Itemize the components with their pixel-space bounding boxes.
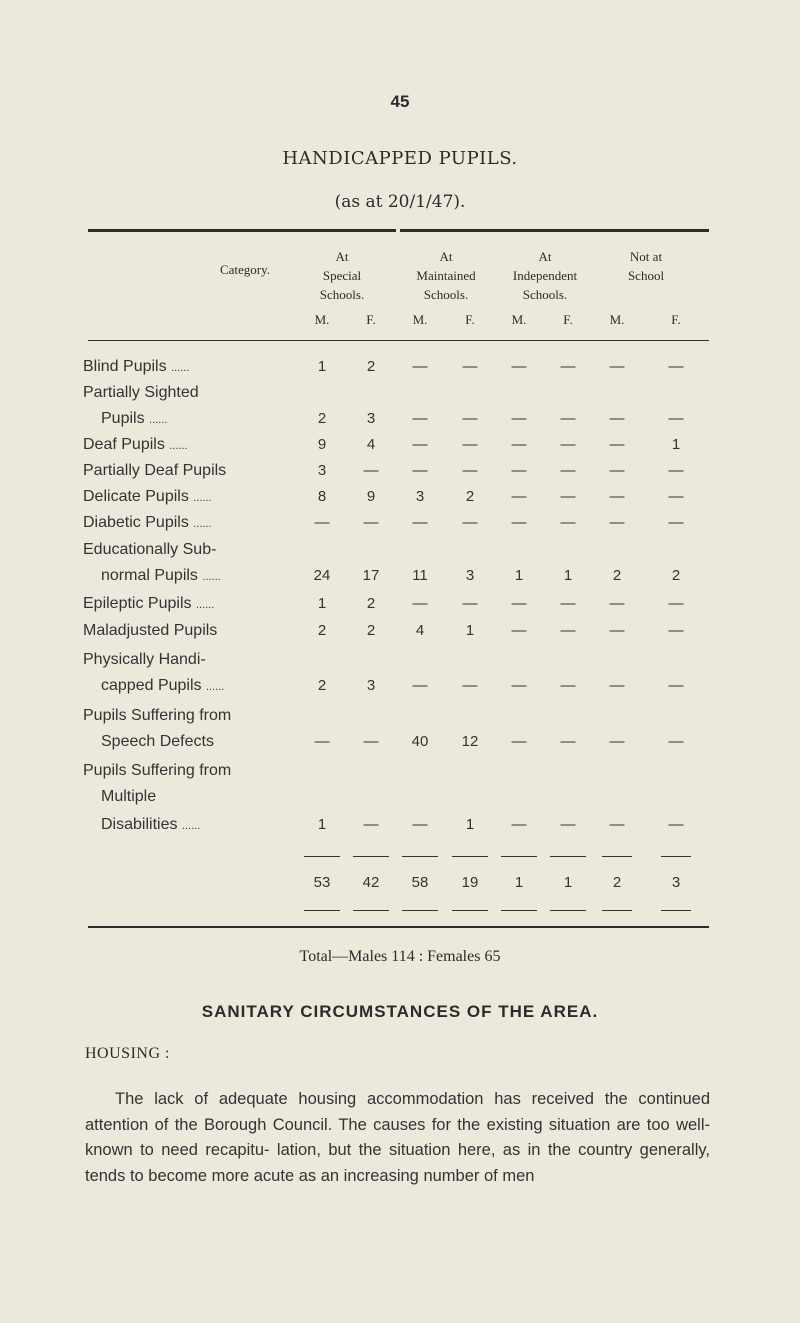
table-cell: —	[412, 436, 428, 453]
total-cell: 3	[671, 874, 681, 891]
table-cell: —	[668, 462, 684, 479]
total-rule-below	[661, 910, 691, 911]
table-cell: 2	[465, 488, 475, 505]
page-number: 45	[390, 92, 410, 111]
row-label-text: Multiple	[101, 788, 157, 805]
group-header	[490, 247, 600, 304]
table-cell: —	[609, 436, 625, 453]
total-rule-above	[602, 856, 632, 857]
row-label-text: Speech Defects	[101, 733, 214, 750]
table-cell: —	[462, 436, 478, 453]
sub-header: M.	[412, 312, 428, 327]
row-label-line	[83, 622, 217, 640]
table-cell: —	[560, 677, 576, 694]
table-cell: —	[668, 488, 684, 505]
table-cell: 40	[411, 733, 429, 750]
table-cell: 2	[671, 567, 681, 584]
bottom-rule	[88, 926, 709, 928]
row-leader-dots: ......	[202, 571, 221, 583]
group-header-line: At	[335, 249, 349, 264]
group-header-line: Independent	[512, 268, 578, 283]
table-cell: —	[511, 410, 527, 427]
table-cell: —	[412, 514, 428, 531]
table-cell: —	[511, 816, 527, 833]
row-label-line	[83, 384, 199, 402]
total-rule-above	[402, 856, 438, 857]
group-header	[287, 247, 397, 304]
table-cell: —	[609, 514, 625, 531]
row-leader-dots: ......	[193, 492, 212, 504]
total-rule-above	[304, 856, 340, 857]
table-cell: —	[560, 622, 576, 639]
table-cell: —	[314, 514, 330, 531]
table-cell: 2	[366, 358, 376, 375]
total-rule-below	[602, 910, 632, 911]
row-label-line	[83, 358, 189, 376]
sub-header: F.	[671, 312, 681, 327]
table-cell: —	[412, 595, 428, 612]
row-label-text: Diabetic Pupils	[83, 514, 189, 531]
total-rule-above	[501, 856, 537, 857]
table-cell: 1	[317, 358, 327, 375]
table-cell: —	[363, 816, 379, 833]
row-label-line	[83, 762, 231, 780]
table-subtitle: (as at 20/1/47).	[334, 192, 466, 212]
table-cell: 2	[366, 595, 376, 612]
table-cell: —	[412, 816, 428, 833]
table-cell: 17	[362, 567, 380, 584]
table-cell: 1	[465, 622, 475, 639]
total-cell: 53	[313, 874, 331, 891]
table-cell: —	[668, 595, 684, 612]
table-cell: —	[560, 595, 576, 612]
table-cell: 3	[317, 462, 327, 479]
table-cell: —	[511, 677, 527, 694]
table-cell: —	[412, 358, 428, 375]
table-cell: —	[363, 514, 379, 531]
row-label-text: Pupils Suffering from	[83, 762, 232, 779]
table-cell: 8	[317, 488, 327, 505]
table-cell: —	[609, 410, 625, 427]
sub-header: M.	[314, 312, 330, 327]
table-cell: —	[560, 733, 576, 750]
total-cell: 42	[362, 874, 380, 891]
sub-header: F.	[366, 312, 376, 327]
top-rule-right	[400, 229, 709, 232]
table-cell: —	[511, 436, 527, 453]
table-cell: —	[668, 514, 684, 531]
table-cell: —	[412, 462, 428, 479]
table-cell: —	[462, 410, 478, 427]
table-cell: 1	[317, 816, 327, 833]
table-cell: —	[511, 595, 527, 612]
group-header-line: At	[439, 249, 453, 264]
table-cell: —	[609, 816, 625, 833]
sub-header: F.	[563, 312, 573, 327]
table-cell: —	[609, 462, 625, 479]
row-leader-dots: ......	[193, 518, 212, 530]
row-label-line	[83, 595, 214, 613]
group-header-line: Special	[322, 268, 362, 283]
total-rule-above	[550, 856, 586, 857]
table-cell: 24	[313, 567, 331, 584]
row-leader-dots: ......	[205, 681, 225, 693]
section-title: SANITARY CIRCUMSTANCES OF THE AREA.	[201, 1002, 599, 1021]
table-cell: 2	[317, 410, 327, 427]
table-cell: —	[609, 622, 625, 639]
sub-header: M.	[511, 312, 527, 327]
row-label-line	[101, 816, 200, 834]
total-rule-below	[304, 910, 340, 911]
group-header	[591, 247, 701, 304]
row-label-text: Maladjusted Pupils	[83, 622, 218, 639]
table-cell: —	[511, 462, 527, 479]
total-cell: 1	[563, 874, 573, 891]
table-cell: —	[609, 677, 625, 694]
group-header-line: Schools.	[522, 287, 568, 302]
table-cell: —	[560, 816, 576, 833]
row-label-text: Pupils	[101, 410, 145, 427]
total-cell: 1	[514, 874, 524, 891]
table-cell: —	[609, 488, 625, 505]
table-cell: —	[560, 410, 576, 427]
row-leader-dots: ......	[149, 414, 168, 426]
table-cell: —	[511, 622, 527, 639]
row-label-text: Blind Pupils	[83, 358, 167, 375]
total-rule-above	[661, 856, 691, 857]
group-header-line: Maintained	[416, 268, 476, 283]
table-cell: 9	[317, 436, 327, 453]
row-label-text: Physically Handi-	[83, 651, 206, 668]
table-cell: —	[560, 358, 576, 375]
table-cell: 3	[366, 677, 376, 694]
table-cell: 12	[461, 733, 479, 750]
housing-paragraph: The lack of adequate housing accommodation has received the continued attention of the Borough Council. The causes for the existing situation are too well-known to need recapitu- lation, but the situation here, as in the country generally, tends to become more acute as an increasing number of men	[85, 1090, 710, 1185]
total-cell: 58	[411, 874, 429, 891]
row-label-line	[83, 462, 226, 480]
table-cell: —	[668, 816, 684, 833]
table-cell: —	[668, 733, 684, 750]
table-title: HANDICAPPED PUPILS.	[282, 148, 518, 169]
table-cell: —	[462, 514, 478, 531]
table-cell: 1	[671, 436, 681, 453]
table-cell: 2	[317, 677, 327, 694]
table-cell: —	[314, 733, 330, 750]
row-label-line	[83, 651, 206, 669]
table-cell: —	[560, 436, 576, 453]
table-cell: —	[511, 733, 527, 750]
row-leader-dots: ......	[169, 440, 188, 452]
row-label-line	[101, 677, 224, 695]
row-label-text: normal Pupils	[101, 567, 198, 584]
table-cell: 11	[412, 567, 428, 584]
table-cell: —	[560, 488, 576, 505]
row-label-text: Educationally Sub-	[83, 541, 217, 558]
row-label-line	[101, 733, 214, 751]
row-label-text: Disabilities	[101, 816, 178, 833]
row-label-line	[101, 410, 167, 428]
table-cell: —	[668, 410, 684, 427]
table-cell: —	[511, 488, 527, 505]
table-cell: —	[609, 358, 625, 375]
table-cell: 3	[366, 410, 376, 427]
row-leader-dots: ......	[171, 362, 190, 374]
table-cell: —	[462, 358, 478, 375]
table-cell: —	[511, 358, 527, 375]
table-cell: —	[363, 462, 379, 479]
row-label-line	[101, 788, 156, 806]
table-cell: 1	[563, 567, 573, 584]
row-label-text: Partially Deaf Pupils	[83, 462, 227, 479]
table-cell: 3	[415, 488, 425, 505]
table-cell: —	[462, 462, 478, 479]
table-cell: 4	[415, 622, 425, 639]
top-rule-left	[88, 229, 396, 232]
group-header-line: Not at	[629, 249, 663, 264]
row-label-line	[83, 436, 188, 454]
table-cell: 9	[366, 488, 376, 505]
table-cell: 1	[465, 816, 475, 833]
table-cell: 2	[317, 622, 327, 639]
sub-header: M.	[609, 312, 625, 327]
table-cell: —	[412, 410, 428, 427]
table-cell: 2	[612, 567, 622, 584]
total-rule-above	[353, 856, 389, 857]
row-leader-dots: ......	[181, 820, 201, 832]
row-label-text: Pupils Suffering from	[83, 707, 232, 724]
row-label-line	[83, 707, 231, 725]
category-header: Category.	[219, 262, 271, 277]
total-rule-below	[402, 910, 438, 911]
row-label-text: Partially Sighted	[83, 384, 199, 401]
row-label-text: Deaf Pupils	[83, 436, 165, 453]
table-cell: —	[412, 677, 428, 694]
total-cell: 19	[461, 874, 479, 891]
table-cell: —	[462, 677, 478, 694]
table-cell: 4	[366, 436, 376, 453]
total-rule-below	[353, 910, 389, 911]
table-cell: 1	[317, 595, 327, 612]
table-cell: —	[668, 677, 684, 694]
total-summary: Total—Males 114 : Females 65	[299, 948, 501, 965]
row-label-text: Delicate Pupils	[83, 488, 189, 505]
table-cell: —	[363, 733, 379, 750]
row-leader-dots: ......	[195, 599, 215, 611]
table-cell: —	[668, 622, 684, 639]
sub-header: F.	[465, 312, 475, 327]
row-label-line	[101, 567, 221, 585]
table-cell: —	[462, 595, 478, 612]
table-cell: 2	[366, 622, 376, 639]
group-header-line	[591, 285, 701, 304]
group-header-line: Schools.	[319, 287, 365, 302]
row-label-text: Epileptic Pupils	[83, 595, 192, 612]
table-cell: —	[560, 462, 576, 479]
total-rule-above	[452, 856, 488, 857]
housing-heading: HOUSING :	[85, 1045, 170, 1062]
table-cell: —	[668, 358, 684, 375]
table-cell: 3	[465, 567, 475, 584]
total-rule-below	[452, 910, 488, 911]
table-cell: 1	[514, 567, 524, 584]
header-rule	[88, 340, 709, 341]
table-cell: —	[609, 595, 625, 612]
row-label-line	[83, 514, 212, 532]
row-label-line	[83, 541, 216, 559]
row-label-text: capped Pupils	[101, 677, 202, 694]
table-cell: —	[511, 514, 527, 531]
total-rule-below	[501, 910, 537, 911]
row-label-line	[83, 488, 212, 506]
group-header-line: Schools.	[423, 287, 469, 302]
group-header-line: At	[538, 249, 552, 264]
total-cell: 2	[612, 874, 622, 891]
total-rule-below	[550, 910, 586, 911]
group-header	[391, 247, 501, 304]
group-header-line: School	[627, 268, 665, 283]
table-cell: —	[609, 733, 625, 750]
table-cell: —	[560, 514, 576, 531]
